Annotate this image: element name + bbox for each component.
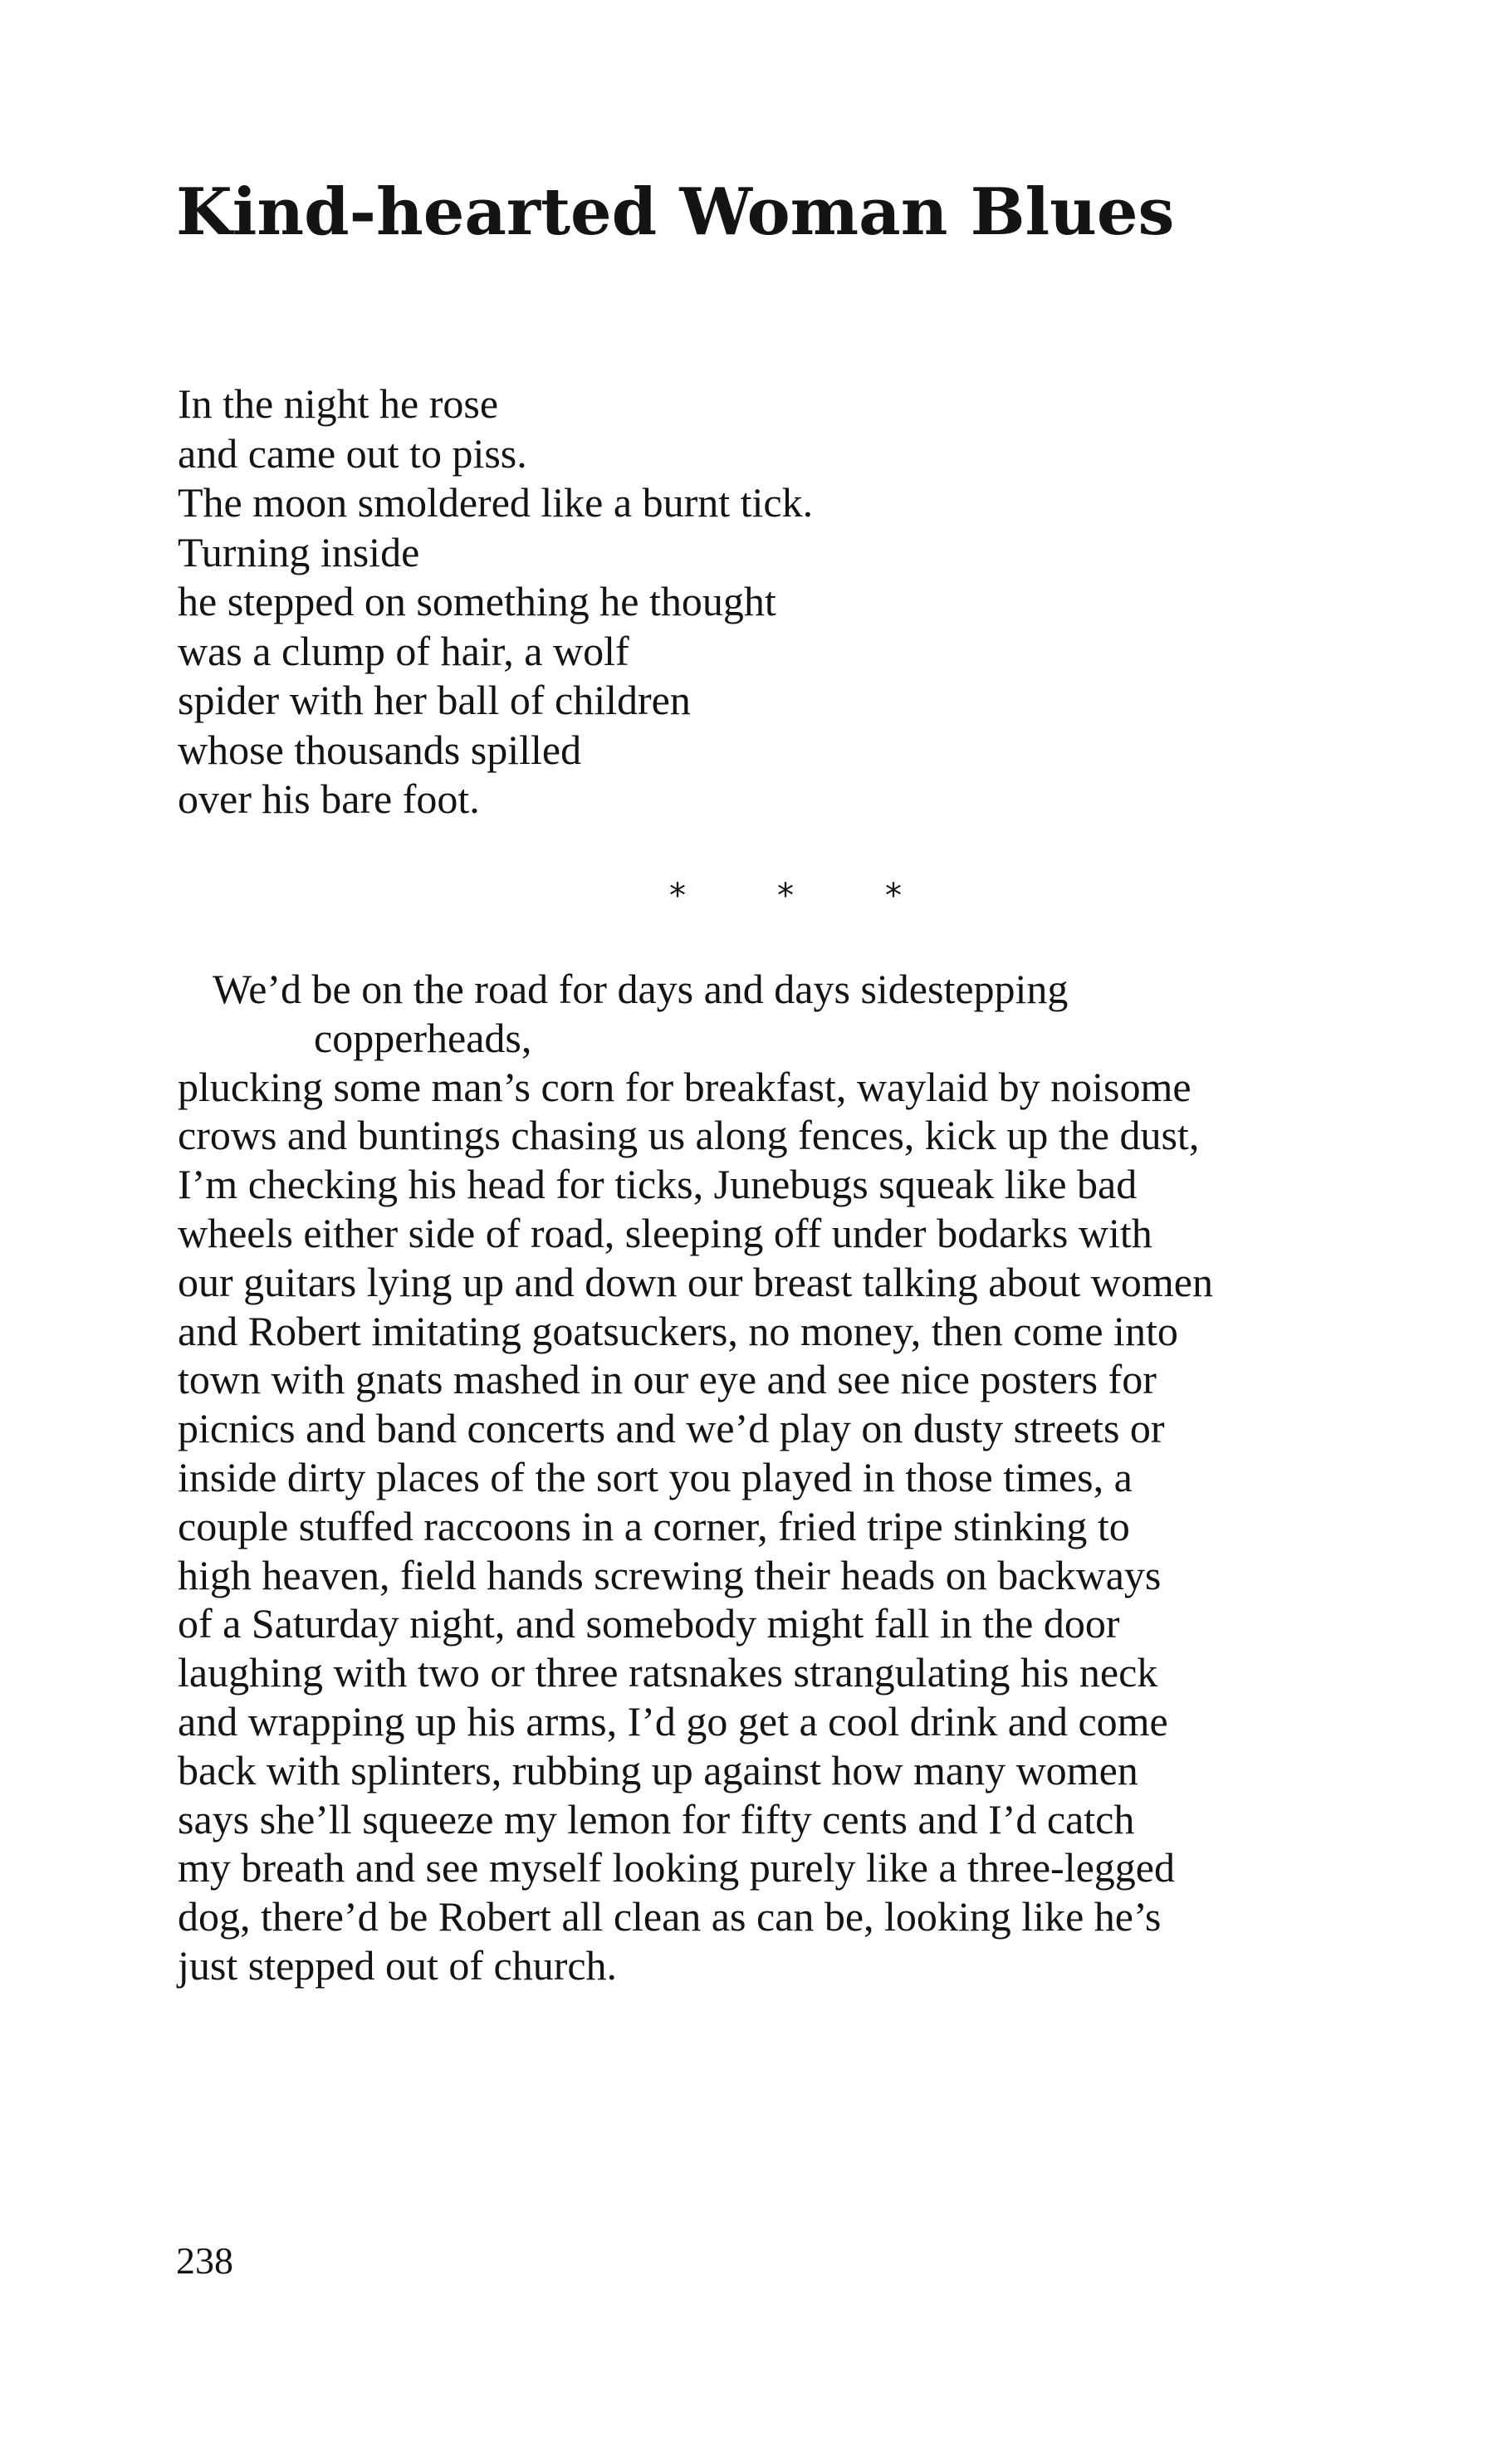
prose-line: picnics and band concerts and we’d play on dusty streets or (178, 1405, 1165, 1452)
stanza-line: he stepped on something he thought (178, 578, 776, 624)
prose-line: of a Saturday night, and somebody might fall in the door (178, 1600, 1120, 1647)
stanza-line: In the night he rose (178, 380, 499, 427)
section-separator (669, 871, 902, 921)
stanza-line: was a clump of hair, a wolf (178, 627, 629, 674)
prose-line: high heaven, field hands screwing their heads on backways (178, 1551, 1162, 1598)
prose-line: wheels either side of road, sleeping off under bodarks with (178, 1209, 1152, 1256)
stanza-line: and came out to piss. (178, 429, 527, 477)
stanza-line: Turning inside (178, 528, 420, 575)
opening-stanza (178, 379, 813, 825)
prose-line: I’m checking his head for ticks, Junebugs squeak like bad (178, 1161, 1138, 1208)
prose-line: laughing with two or three ratsnakes strangulating his neck (178, 1649, 1158, 1696)
prose-line: plucking some man’s corn for breakfast, waylaid by noisome (178, 1063, 1191, 1110)
asterisk: * (669, 877, 686, 915)
stanza-line: whose thousands spilled (178, 726, 582, 773)
prose-line: We’d be on the road for days and days sidestepping (213, 966, 1069, 1012)
prose-line: back with splinters, rubbing up against how many women (178, 1746, 1138, 1794)
prose-line: and Robert imitating goatsuckers, no money, then come into (178, 1307, 1178, 1354)
prose-line: town with gnats mashed in our eye and see nice posters for (178, 1356, 1157, 1403)
prose-line: just stepped out of church. (178, 1941, 618, 1989)
prose-line: dog, there’d be Robert all clean as can be, looking like he’s (178, 1893, 1162, 1940)
prose-section (178, 965, 1213, 1990)
prose-line: says she’ll squeeze my lemon for fifty cents and I’d catch (178, 1795, 1135, 1843)
prose-line: copperheads, (314, 1014, 532, 1061)
page-number: 238 (176, 2239, 233, 2282)
stanza-line: over his bare foot. (178, 776, 480, 822)
prose-line: my breath and see myself looking purely like a three-legged (178, 1844, 1175, 1891)
prose-line: crows and buntings chasing us along fences, kick up the dust, (178, 1112, 1200, 1159)
prose-line: couple stuffed raccoons in a corner, fried tripe stinking to (178, 1502, 1130, 1549)
prose-line: our guitars lying up and down our breast talking about women (178, 1258, 1213, 1305)
asterisk: * (885, 877, 902, 915)
stanza-line: spider with her ball of children (178, 677, 691, 723)
asterisk: * (777, 877, 794, 915)
prose-line: and wrapping up his arms, I’d go get a cool drink and come (178, 1697, 1168, 1745)
prose-line: inside dirty places of the sort you played in those times, a (178, 1453, 1133, 1500)
stanza-line: The moon smoldered like a burnt tick. (178, 479, 814, 526)
poem-title: Kind-hearted Woman Blues (176, 174, 1175, 250)
